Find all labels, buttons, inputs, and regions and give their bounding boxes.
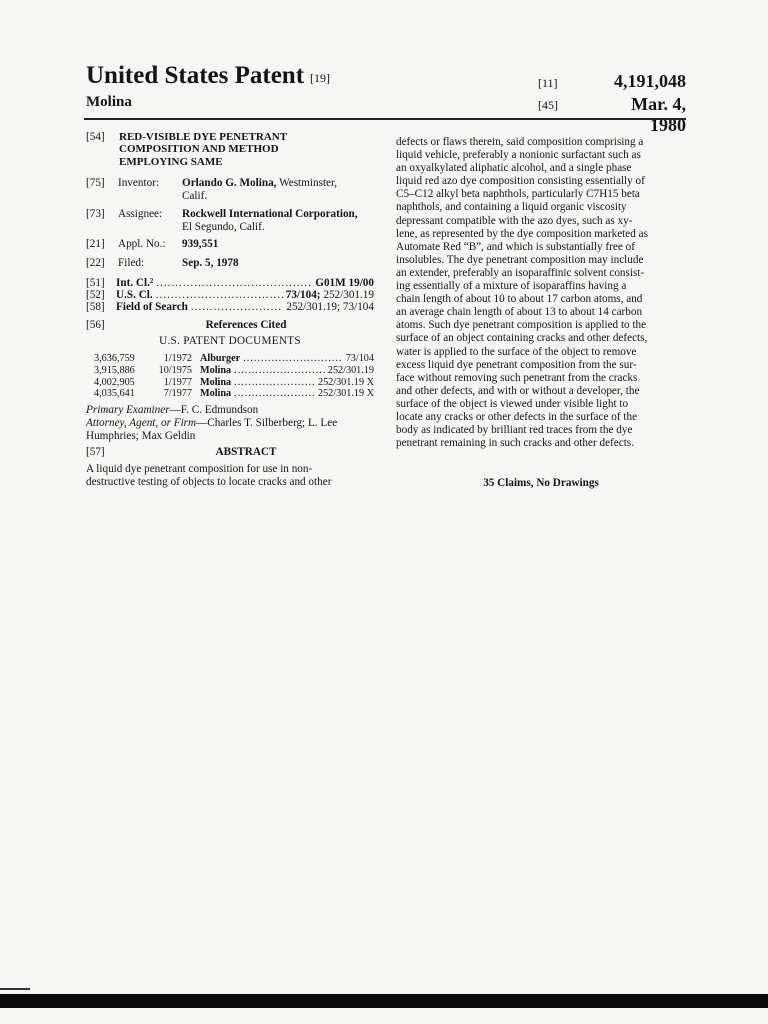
title-line: COMPOSITION AND METHOD	[119, 143, 279, 156]
ref-number: 4,002,905	[94, 376, 135, 388]
date-code: [45]	[538, 98, 558, 112]
references-table	[94, 353, 374, 400]
examiner-line	[86, 404, 374, 417]
inventor-name: Orlando G. Molina,	[182, 177, 277, 189]
application-number-field	[86, 238, 374, 251]
patent-number: 4,191,048	[614, 71, 686, 91]
abstract-line: chain length of about 10 to about 17 carbon atoms, and	[396, 293, 643, 306]
ref-date: 1/1972	[163, 353, 192, 364]
appl-code: [21]	[86, 238, 105, 250]
filed-code: [22]	[86, 257, 105, 269]
search-value: 252/301.19; 73/104	[286, 301, 374, 313]
leader-dots	[234, 377, 315, 389]
refs-heading: References Cited	[205, 319, 287, 331]
leader-dots	[234, 388, 315, 400]
assignee-label: Assignee:	[118, 208, 163, 220]
abstract-line: surface of an object containing cracks and other defects,	[396, 332, 648, 345]
search-code: [58]	[86, 301, 105, 313]
int-cl-label: Int. Cl.²	[116, 277, 154, 289]
examiner-name: —F. C. Edmundson	[169, 404, 259, 416]
inventor-value	[182, 177, 374, 203]
ref-inventor: Molina	[200, 376, 232, 388]
ref-date: 7/1977	[163, 388, 192, 400]
us-cl-code: [52]	[86, 289, 105, 301]
abstract-line: naphthols, and containing a liquid organic viscosity	[396, 201, 627, 214]
abstract-heading-row	[86, 446, 374, 459]
filed-field	[86, 257, 374, 270]
ref-inventor: Alburger	[200, 353, 241, 364]
abstract-line: and other defects, and with or without a developer, the	[396, 384, 640, 397]
abstract-line: liquid vehicle, preferably a nonionic surfactant such as	[396, 149, 641, 162]
leader-dots	[191, 301, 283, 314]
abstract-line: penetrant remaining in such cracks and other defects.	[396, 437, 634, 450]
assignee-place: El Segundo, Calif.	[182, 221, 265, 234]
abstract-line: an extender, preferably an isoparaffinic solvent consist-	[396, 266, 645, 279]
us-cl-label: U.S. Cl.	[116, 289, 153, 301]
attorney-line: —Charles T. Silberberg; L. Lee	[196, 417, 338, 429]
abstract-line: destructive testing of objects to locate cracks and other	[86, 476, 332, 489]
table-row	[94, 365, 374, 377]
int-cl-code: [51]	[86, 277, 105, 289]
table-row	[94, 377, 374, 389]
abstract-line: an oxyalkylated aliphatic alcohol, and a single phase	[396, 162, 632, 175]
scan-edge-mark	[0, 988, 30, 990]
abstract-line: ing essentially of a mixture of isoparaffins having a	[396, 280, 627, 293]
inventor-place-state: Calif.	[182, 190, 208, 203]
header-inventor-surname: Molina	[86, 94, 132, 110]
abstract-line: an average chain length of about 13 to about 14 carbon	[396, 306, 643, 319]
abstract-right-column	[396, 136, 686, 450]
inventor-place: Westminster,	[276, 177, 338, 189]
ref-class: 252/301.19 X	[317, 388, 374, 400]
field-of-search-row	[86, 301, 374, 314]
abstract-line: C5–C12 alkyl beta naphthols, particularly C7H15 beta	[396, 188, 640, 201]
inventor-field	[86, 177, 374, 203]
title-line: RED-VISIBLE DYE PENETRANT	[119, 131, 288, 143]
abstract-line: body as indicated by brilliant red traces from the dye	[396, 424, 633, 437]
attorney-label: Attorney, Agent, or Firm	[86, 417, 197, 429]
abstract-line: Automate Red “B”, and which is substantially free of	[396, 240, 635, 253]
abstract-line: surface of the object is viewed under visible light to	[396, 397, 629, 410]
attorney-block	[86, 417, 374, 443]
header-rule	[84, 118, 686, 120]
abstract-line: A liquid dye penetrant composition for use in non-	[86, 463, 313, 475]
appl-label: Appl. No.:	[118, 238, 166, 250]
patent-title	[119, 131, 329, 168]
scan-bottom-bar	[0, 994, 768, 1008]
assignee-field	[86, 208, 374, 234]
header-title-code: [19]	[310, 71, 331, 85]
leader-dots	[234, 365, 325, 377]
refs-subheading: U.S. PATENT DOCUMENTS	[159, 335, 301, 347]
references-heading-row	[86, 319, 374, 332]
ref-number: 3,636,759	[94, 353, 135, 364]
assignee-code: [73]	[86, 208, 105, 220]
abstract-line: atoms. Such dye penetrant composition is applied to the	[396, 319, 647, 332]
ref-class: 73/104	[345, 353, 374, 364]
abstract-line: defects or flaws therein, said composition comprising a	[396, 136, 644, 148]
abstract-line: locate any cracks or other defects in the surface of the	[396, 410, 638, 423]
abstract-line: face without removing such penetrant from the cracks	[396, 371, 638, 384]
patent-date: Mar. 4, 1980	[631, 94, 686, 135]
leader-dots	[243, 353, 343, 365]
refs-code: [56]	[86, 319, 105, 331]
us-cl-value-secondary: 252/301.19	[320, 289, 374, 301]
abstract-line: excess liquid dye penetrant composition from the sur-	[396, 358, 637, 371]
abstract-left	[86, 463, 374, 489]
patent-number-code: [11]	[538, 76, 558, 90]
title-line: EMPLOYING SAME	[119, 155, 223, 168]
table-row	[94, 353, 374, 365]
ref-number: 4,035,641	[94, 388, 135, 400]
inventor-label: Inventor:	[118, 177, 160, 189]
us-cl-value-primary: 73/104;	[285, 289, 321, 301]
abstract-heading: ABSTRACT	[215, 446, 277, 458]
ref-inventor: Molina	[200, 388, 232, 400]
int-cl-value: G01M 19/00	[315, 277, 374, 289]
filed-date: Sep. 5, 1978	[182, 257, 239, 269]
search-label: Field of Search	[116, 301, 188, 313]
ref-class: 252/301.19 X	[317, 376, 374, 388]
abstract-line: liquid red azo dye composition consisting essentially of	[396, 175, 645, 188]
table-row	[94, 388, 374, 400]
examiner-label: Primary Examiner	[86, 404, 170, 416]
assignee-value	[182, 208, 374, 234]
abstract-line: lene, as represented by the dye composition marketed as	[396, 227, 648, 240]
ref-number: 3,915,886	[94, 364, 135, 376]
abstract-code: [57]	[86, 446, 105, 458]
title-code: [54]	[86, 131, 105, 143]
patent-header-title	[86, 62, 330, 90]
ref-date: 10/1975	[158, 364, 192, 376]
filed-label: Filed:	[118, 257, 145, 269]
ref-class: 252/301.19	[327, 364, 374, 376]
abstract-line: insolubles. The dye penetrant composition may include	[396, 253, 644, 266]
abstract-line: depressant compatible with the azo dyes, such as xy-	[396, 214, 633, 227]
claims-note: 35 Claims, No Drawings	[483, 477, 599, 489]
attorney-line: Humphries; Max Geldin	[86, 430, 196, 443]
appl-number: 939,551	[182, 238, 219, 250]
assignee-name: Rockwell International Corporation,	[182, 208, 358, 220]
ref-inventor: Molina	[200, 364, 232, 376]
header-title-text: United States Patent	[86, 62, 305, 89]
ref-date: 1/1977	[163, 376, 192, 388]
abstract-line: water is applied to the surface of the object to remove	[396, 345, 637, 358]
inventor-code: [75]	[86, 177, 105, 189]
